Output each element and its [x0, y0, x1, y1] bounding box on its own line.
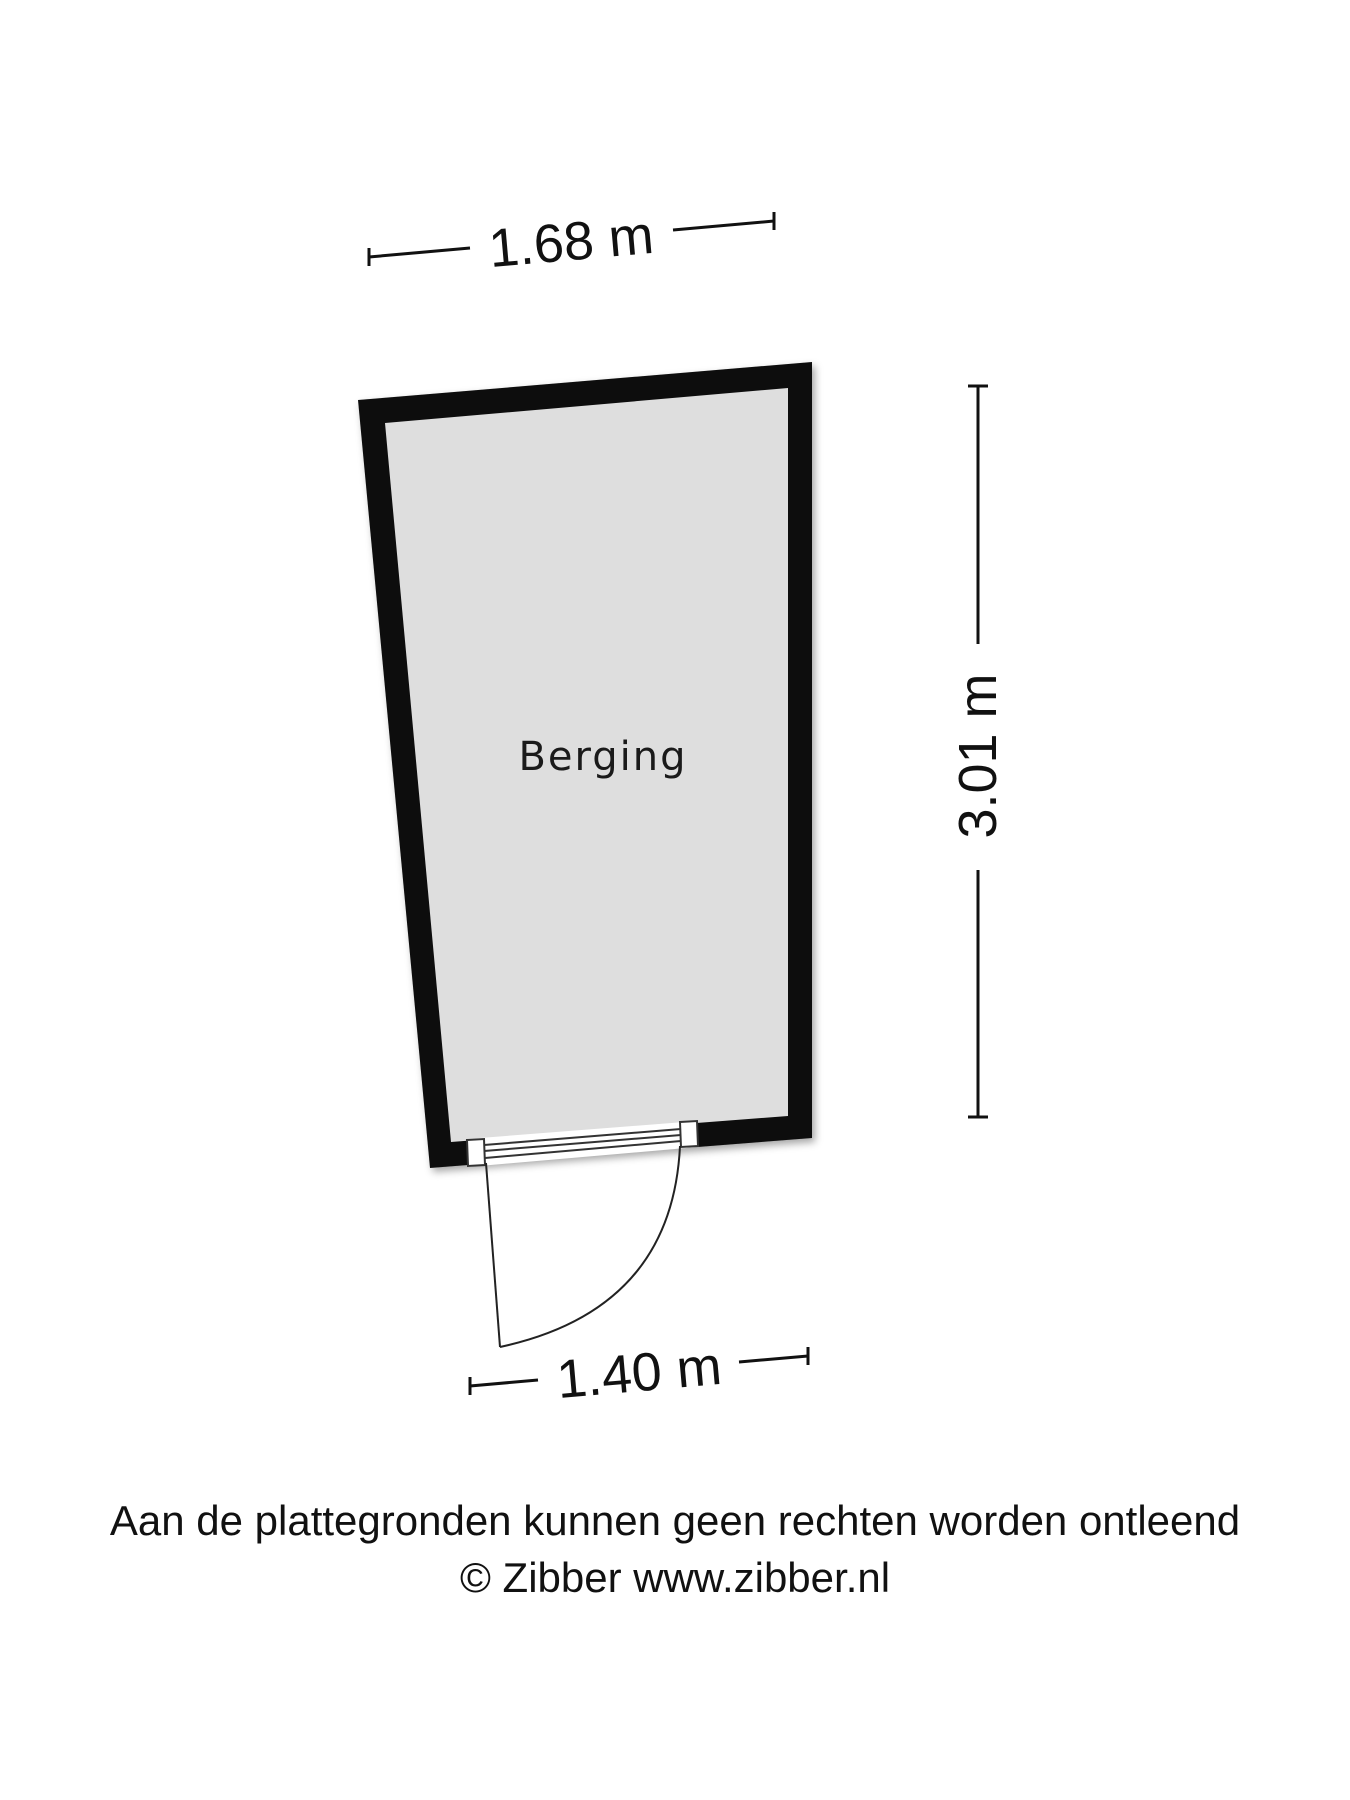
dimension-top [369, 205, 774, 279]
disclaimer-text: Aan de plattegronden kunnen geen rechten worden ontleend [109, 1497, 1241, 1544]
dimension-right [948, 386, 1008, 1117]
dimension-right-label: 3.01 m [948, 673, 1008, 839]
dimension-top-label: 1.68 m [486, 204, 657, 280]
door-leaf [486, 1163, 500, 1347]
dimension-bottom [470, 1336, 808, 1410]
room-label: Berging [518, 734, 688, 780]
dimension-bottom-label: 1.40 m [554, 1335, 725, 1411]
door-swing-arc [500, 1146, 680, 1347]
copyright-text: © Zibber www.zibber.nl [459, 1554, 891, 1601]
